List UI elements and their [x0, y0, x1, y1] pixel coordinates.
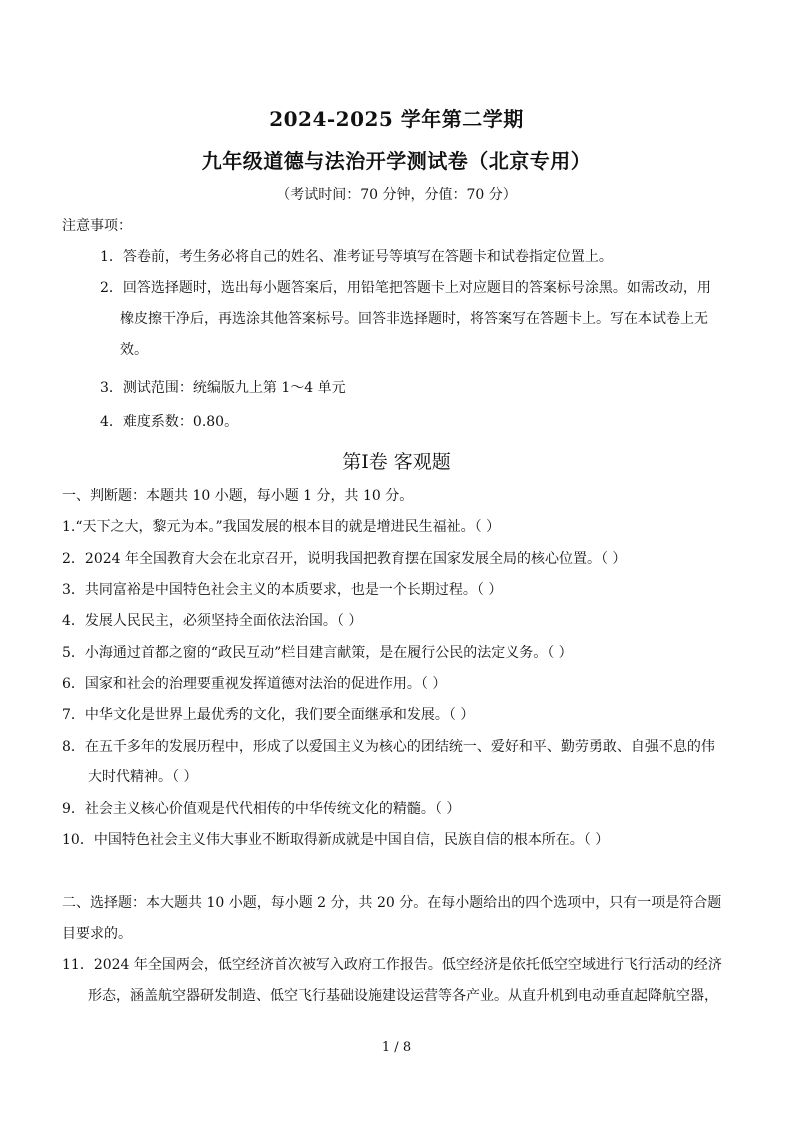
question-1: 1.“天下之大，黎元为本。”我国发展的根本目的就是增进民生福祉。（ ）	[62, 519, 501, 535]
note-item-2-line-2: 橡皮擦干净后，再选涂其他答案标号。回答非选择题时，将答案写在答题卡上。写在本试卷上无	[120, 311, 708, 327]
question-7: 7．中华文化是世界上最优秀的文化，我们要全面继承和发展。（ ）	[62, 707, 475, 723]
question-2: 2．2024 年全国教育大会在北京召开，说明我国把教育摆在国家发展全局的核心位置。（ ）	[62, 551, 627, 567]
question-8-line-2: 大时代精神。（ ）	[88, 769, 198, 785]
question-10: 10．中国特色社会主义伟大事业不断取得新成就是中国自信，民族自信的根本所在。（ ）	[62, 832, 610, 848]
note-item-2-line-1: 2．回答选择题时，选出每小题答案后，用铅笔把答题卡上对应题目的答案标号涂黑。如需改动，用	[100, 280, 711, 296]
section-objective-title: 第Ⅰ卷 客观题	[342, 451, 451, 473]
note-item-3: 3．测试范围：统编版九上第 1～4 单元	[100, 380, 346, 396]
question-5: 5．小海通过首都之窗的“政民互动”栏目建言献策，是在履行公民的法定义务。（ ）	[62, 645, 573, 661]
exam-title-term: 2024-2025 学年第二学期	[269, 107, 524, 131]
question-9: 9．社会主义核心价值观是代代相传的中华传统文化的精髓。（ ）	[62, 801, 461, 817]
question-11-line-2: 形态，涵盖航空器研发制造、低空飞行基础设施建设运营等各产业。从直升机到电动垂直起降航空器，	[88, 988, 718, 1004]
note-item-2-line-3: 效。	[120, 342, 148, 358]
note-item-4: 4．难度系数：0.80。	[100, 414, 239, 430]
exam-time-score: （考试时间：70 分钟，分值：70 分）	[276, 187, 517, 203]
part2-heading-line-1: 二、选择题：本大题共 10 小题，每小题 2 分，共 20 分。在每小题给出的四个选项中，只有一项是符合题	[62, 895, 722, 911]
page-number: 1 / 8	[381, 1040, 412, 1055]
question-3: 3．共同富裕是中国特色社会主义的本质要求，也是一个长期过程。（ ）	[62, 582, 503, 598]
question-6: 6．国家和社会的治理要重视发挥道德对法治的促进作用。（ ）	[62, 676, 447, 692]
part2-heading-line-2: 目要求的。	[62, 926, 132, 942]
notes-heading: 注意事项：	[62, 218, 132, 234]
question-4: 4．发展人民民主，必须坚持全面依法治国。（ ）	[62, 613, 363, 629]
question-11-line-1: 11．2024 年全国两会，低空经济首次被写入政府工作报告。低空经济是依托低空空域进行飞行活动的经济	[62, 957, 722, 973]
question-8-line-1: 8．在五千多年的发展历程中，形成了以爱国主义为核心的团结统一、爱好和平、勤劳勇敢、自强不息的伟	[62, 739, 715, 755]
part1-heading: 一、判断题：本题共 10 小题，每小题 1 分，共 10 分。	[62, 488, 414, 504]
exam-title-subject: 九年级道德与法治开学测试卷（北京专用）	[201, 149, 592, 173]
note-item-1: 1．答卷前，考生务必将自己的姓名、准考证号等填写在答题卡和试卷指定位置上。	[100, 249, 613, 265]
